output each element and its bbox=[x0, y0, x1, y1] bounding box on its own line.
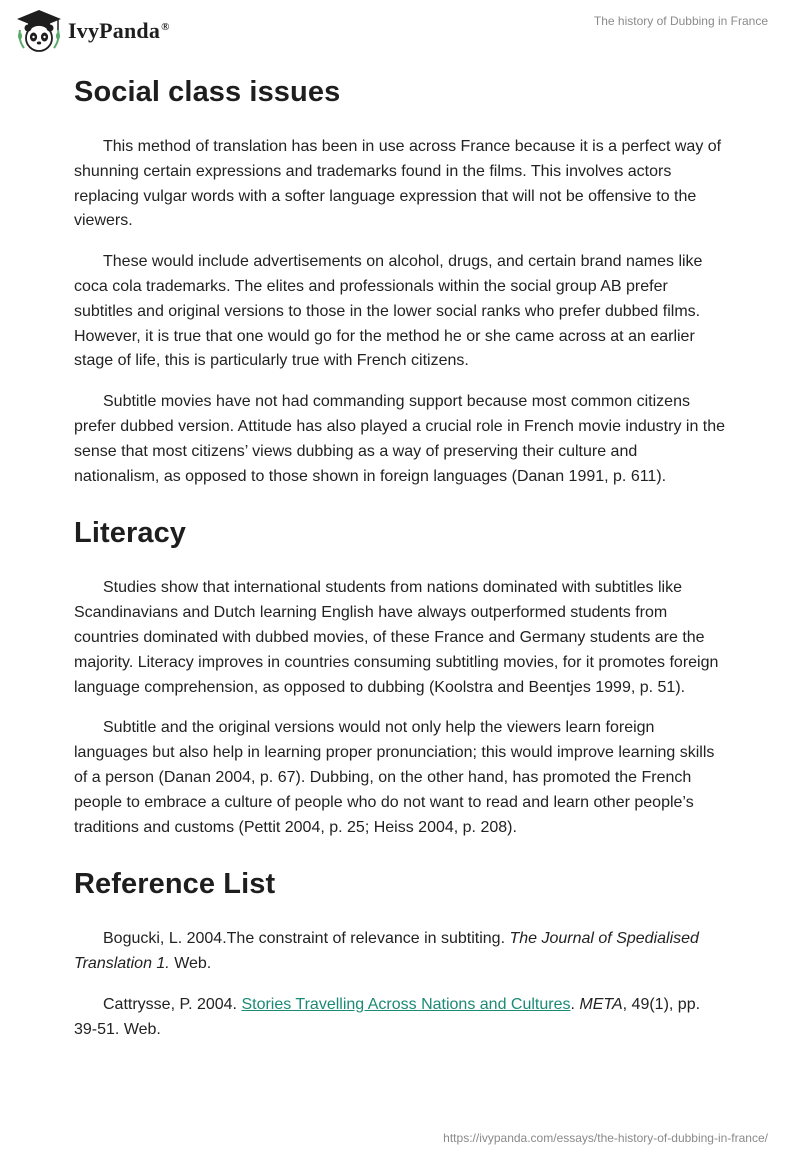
logo[interactable] bbox=[14, 8, 170, 54]
document-title: The history of Dubbing in France bbox=[593, 14, 768, 28]
reference-item bbox=[74, 993, 726, 1043]
footer-url[interactable]: https://ivypanda.com/essays/the-history-of-dubbing-in-france/ bbox=[443, 1131, 768, 1145]
paragraph: Subtitle and the original versions would not only help the viewers learn foreign languages but also help in learning proper pronunciation; this would improve learning skills of a person (Danan 2004, p. 67). Dubbing, on the other hand, has promoted the French people to embrace a culture of people who do not want to read and learn other people’s traditions and customs (Pettit 2004, p. 25; Heiss 2004, p. 208). bbox=[74, 719, 715, 836]
panda-graduate-icon bbox=[14, 8, 64, 54]
reference-link[interactable]: Stories Travelling Across Nations and Cultures bbox=[241, 995, 571, 1013]
heading-reference-list: Reference List bbox=[74, 868, 276, 901]
reference-text: Cattrysse, P. 2004. bbox=[103, 995, 242, 1013]
heading-literacy: Literacy bbox=[74, 517, 187, 550]
reference-journal: The Journal of Spedialised Translation 1. bbox=[74, 930, 699, 973]
reference-text: Bogucki, L. 2004.The constraint of relevance in subtiting. bbox=[103, 930, 510, 948]
paragraph: Subtitle movies have not had commanding support because most common citizens prefer dubbed version. Attitude has also played a crucial role in French movie industry in the sense that most citizens’ views dubbing as a way of preserving their culture and nationalism, as opposed to those shown in foreign languages (Danan 1991, p. 611). bbox=[74, 393, 726, 485]
paragraph: Studies show that international students from nations dominated with subtitles like Scandinavians and Dutch learning English have always outperformed students from countries dominated with dubbed movies, of these France and Germany students are the majority. Literacy improves in countries consuming subtitling movies, for it promotes foreign language comprehension, as opposed to dubbing (Koolstra and Beentjes 1999, p. 51). bbox=[74, 579, 719, 696]
reference-journal: META bbox=[579, 995, 623, 1013]
essay-content bbox=[74, 70, 726, 1043]
page-header bbox=[0, 0, 800, 60]
reference-item bbox=[74, 927, 726, 977]
reference-text: . bbox=[570, 995, 580, 1013]
reference-text: , 49(1), pp. 39-51. Web. bbox=[74, 995, 701, 1038]
heading-social-class-issues: Social class issues bbox=[74, 76, 341, 108]
brand-name: IvyPanda® bbox=[68, 18, 170, 43]
paragraph: These would include advertisements on alcohol, drugs, and certain brand names like coca cola trademarks. The elites and professionals within the social group AB prefer subtitles and original versions to those in the lower social ranks who prefer dubbed films. However, it is true that one would go for the method he or she came across at an earlier stage of life, this is particularly true with French citizens. bbox=[74, 253, 703, 370]
reference-text: Web. bbox=[169, 955, 212, 973]
paragraph: This method of translation has been in use across France because it is a perfect way of shunning certain expressions and trademarks found in the films. This involves actors replacing vulgar words with a softer language expression that will not be offensive to the viewers. bbox=[74, 138, 722, 230]
